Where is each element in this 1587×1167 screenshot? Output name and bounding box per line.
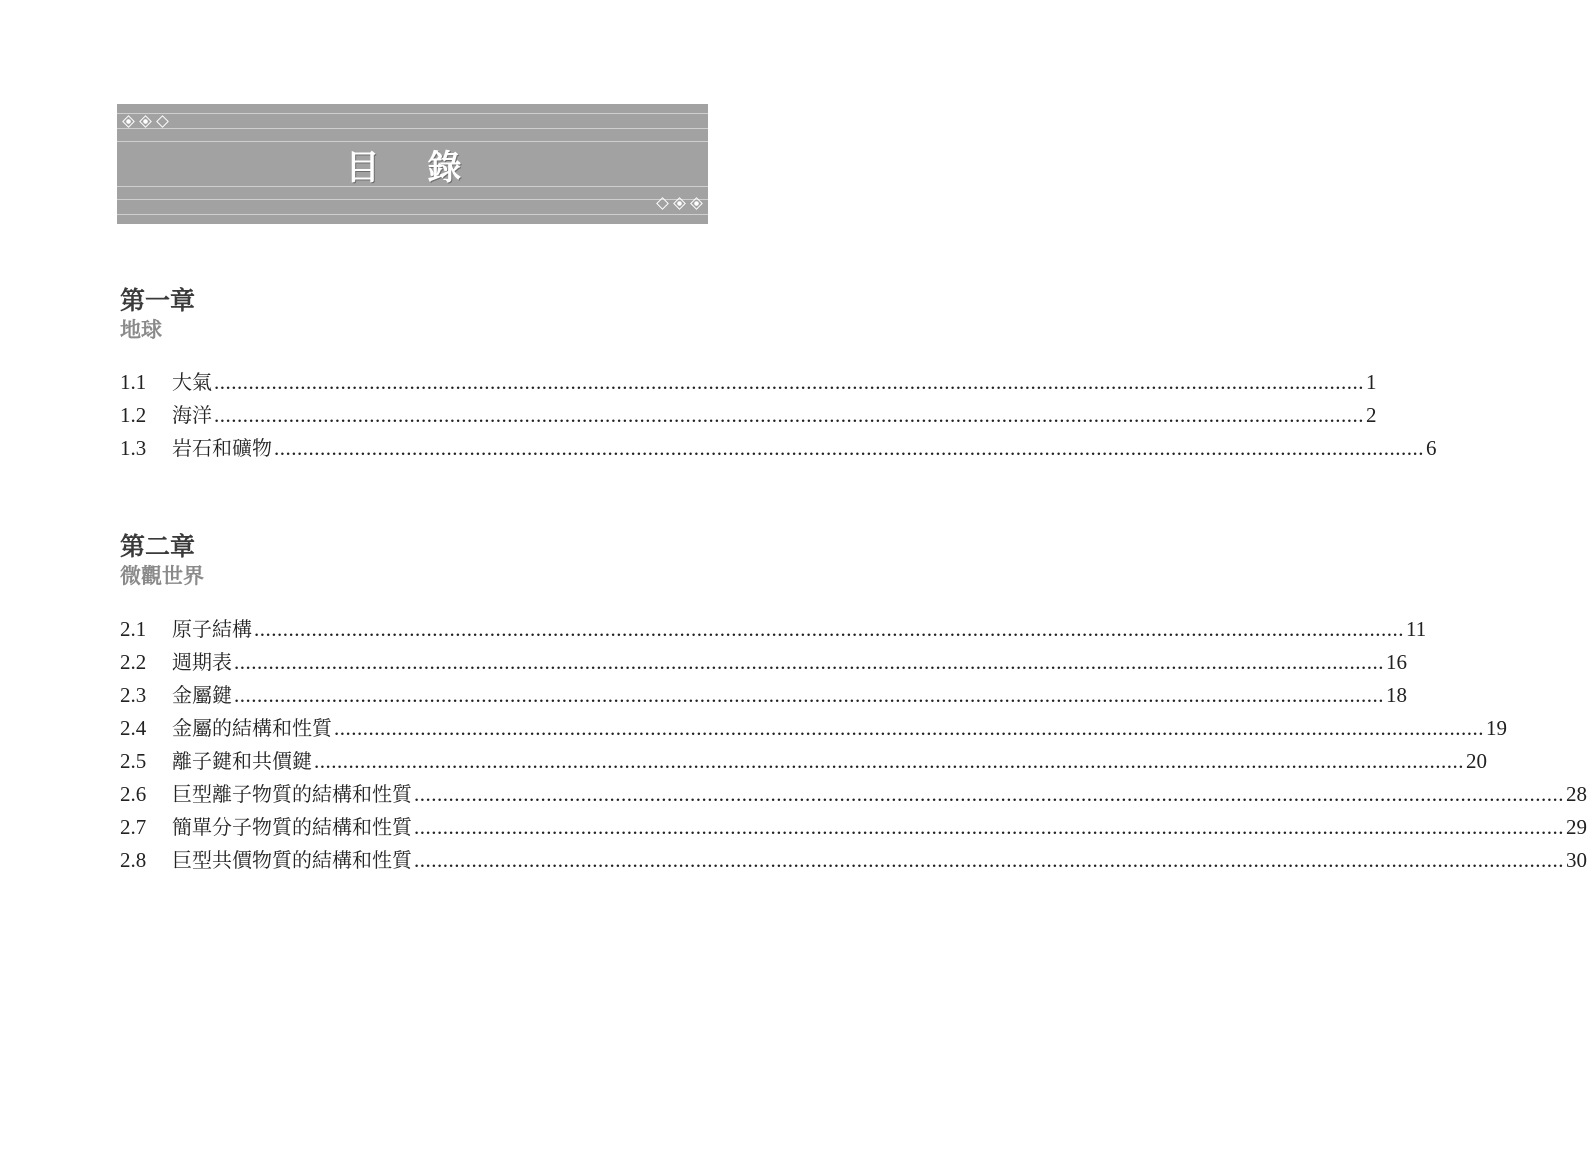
toc-entry[interactable] — [120, 613, 1427, 646]
diamond-icon — [122, 115, 135, 128]
diamond-icon — [139, 115, 152, 128]
diamond-ornament-right — [656, 197, 703, 210]
diamond-icon — [690, 197, 703, 210]
chapter-heading — [120, 286, 195, 344]
entry-page: 6 — [1426, 436, 1437, 460]
toc-entry[interactable] — [120, 745, 1487, 778]
toc-banner — [117, 104, 708, 224]
entry-number: 2.1 — [120, 617, 147, 641]
chapter-subtitle: 微觀世界 — [120, 563, 204, 588]
entry-title: 巨型離子物質的結構和性質 — [172, 782, 412, 806]
entry-title: 海洋 — [172, 403, 212, 427]
dot-leader: ........................................................................................................................................................................................................ — [414, 815, 1564, 839]
entry-number: 1.3 — [120, 436, 147, 460]
entry-title: 金屬鍵 — [172, 683, 232, 707]
entry-page: 16 — [1386, 650, 1407, 674]
toc-entry[interactable] — [120, 844, 1587, 877]
toc-entry[interactable] — [120, 679, 1407, 712]
entry-number: 2.7 — [120, 815, 147, 839]
toc-list — [120, 613, 1587, 877]
page-title: 目 錄 — [345, 148, 480, 188]
dot-leader: ........................................................................................................................................................................................................ — [414, 782, 1564, 806]
dot-leader: ........................................................................................................................................................................................................ — [274, 436, 1424, 460]
entry-title: 巨型共價物質的結構和性質 — [172, 848, 412, 872]
toc-entry[interactable] — [120, 432, 1437, 465]
entry-title: 週期表 — [172, 650, 232, 674]
toc-entry[interactable] — [120, 811, 1587, 844]
entry-number: 2.4 — [120, 716, 147, 740]
toc-entry[interactable] — [120, 366, 1377, 399]
diamond-icon — [656, 197, 669, 210]
dot-leader: ........................................................................................................................................................................................................ — [214, 403, 1364, 427]
chapter-title: 第一章 — [120, 286, 196, 315]
entry-number: 2.3 — [120, 683, 147, 707]
banner-line — [117, 199, 708, 200]
toc-list — [120, 366, 1437, 465]
entry-title: 簡單分子物質的結構和性質 — [172, 815, 412, 839]
diamond-icon — [156, 115, 169, 128]
entry-number: 2.6 — [120, 782, 147, 806]
diamond-icon — [673, 197, 686, 210]
entry-number: 2.2 — [120, 650, 147, 674]
entry-page: 30 — [1566, 848, 1587, 872]
banner-line — [117, 214, 708, 215]
entry-title: 大氣 — [172, 370, 212, 394]
entry-page: 18 — [1386, 683, 1407, 707]
entry-page: 1 — [1366, 370, 1377, 394]
entry-page: 11 — [1406, 617, 1427, 641]
entry-page: 29 — [1566, 815, 1587, 839]
banner-line — [117, 128, 708, 129]
dot-leader: ........................................................................................................................................................................................................ — [334, 716, 1484, 740]
chapter-heading — [120, 532, 204, 590]
chapter-title: 第二章 — [120, 532, 196, 561]
dot-leader: ........................................................................................................................................................................................................ — [414, 848, 1564, 872]
entry-page: 2 — [1366, 403, 1377, 427]
entry-page: 20 — [1466, 749, 1487, 773]
toc-entry[interactable] — [120, 399, 1377, 432]
toc-entry[interactable] — [120, 712, 1507, 745]
entry-number: 1.2 — [120, 403, 147, 427]
entry-title: 離子鍵和共價鍵 — [172, 749, 312, 773]
entry-title: 金屬的結構和性質 — [172, 716, 332, 740]
entry-number: 2.8 — [120, 848, 147, 872]
entry-title: 岩石和礦物 — [172, 436, 272, 460]
chapter-subtitle: 地球 — [120, 317, 162, 342]
entry-title: 原子結構 — [172, 617, 252, 641]
entry-page: 19 — [1486, 716, 1507, 740]
diamond-ornament-left — [122, 115, 169, 128]
entry-number: 2.5 — [120, 749, 147, 773]
dot-leader: ........................................................................................................................................................................................................ — [314, 749, 1464, 773]
dot-leader: ........................................................................................................................................................................................................ — [234, 683, 1384, 707]
dot-leader: ........................................................................................................................................................................................................ — [234, 650, 1384, 674]
banner-line — [117, 113, 708, 114]
entry-number: 1.1 — [120, 370, 147, 394]
dot-leader: ........................................................................................................................................................................................................ — [254, 617, 1404, 641]
toc-entry[interactable] — [120, 646, 1407, 679]
toc-entry[interactable] — [120, 778, 1587, 811]
entry-page: 28 — [1566, 782, 1587, 806]
dot-leader: ........................................................................................................................................................................................................ — [214, 370, 1364, 394]
